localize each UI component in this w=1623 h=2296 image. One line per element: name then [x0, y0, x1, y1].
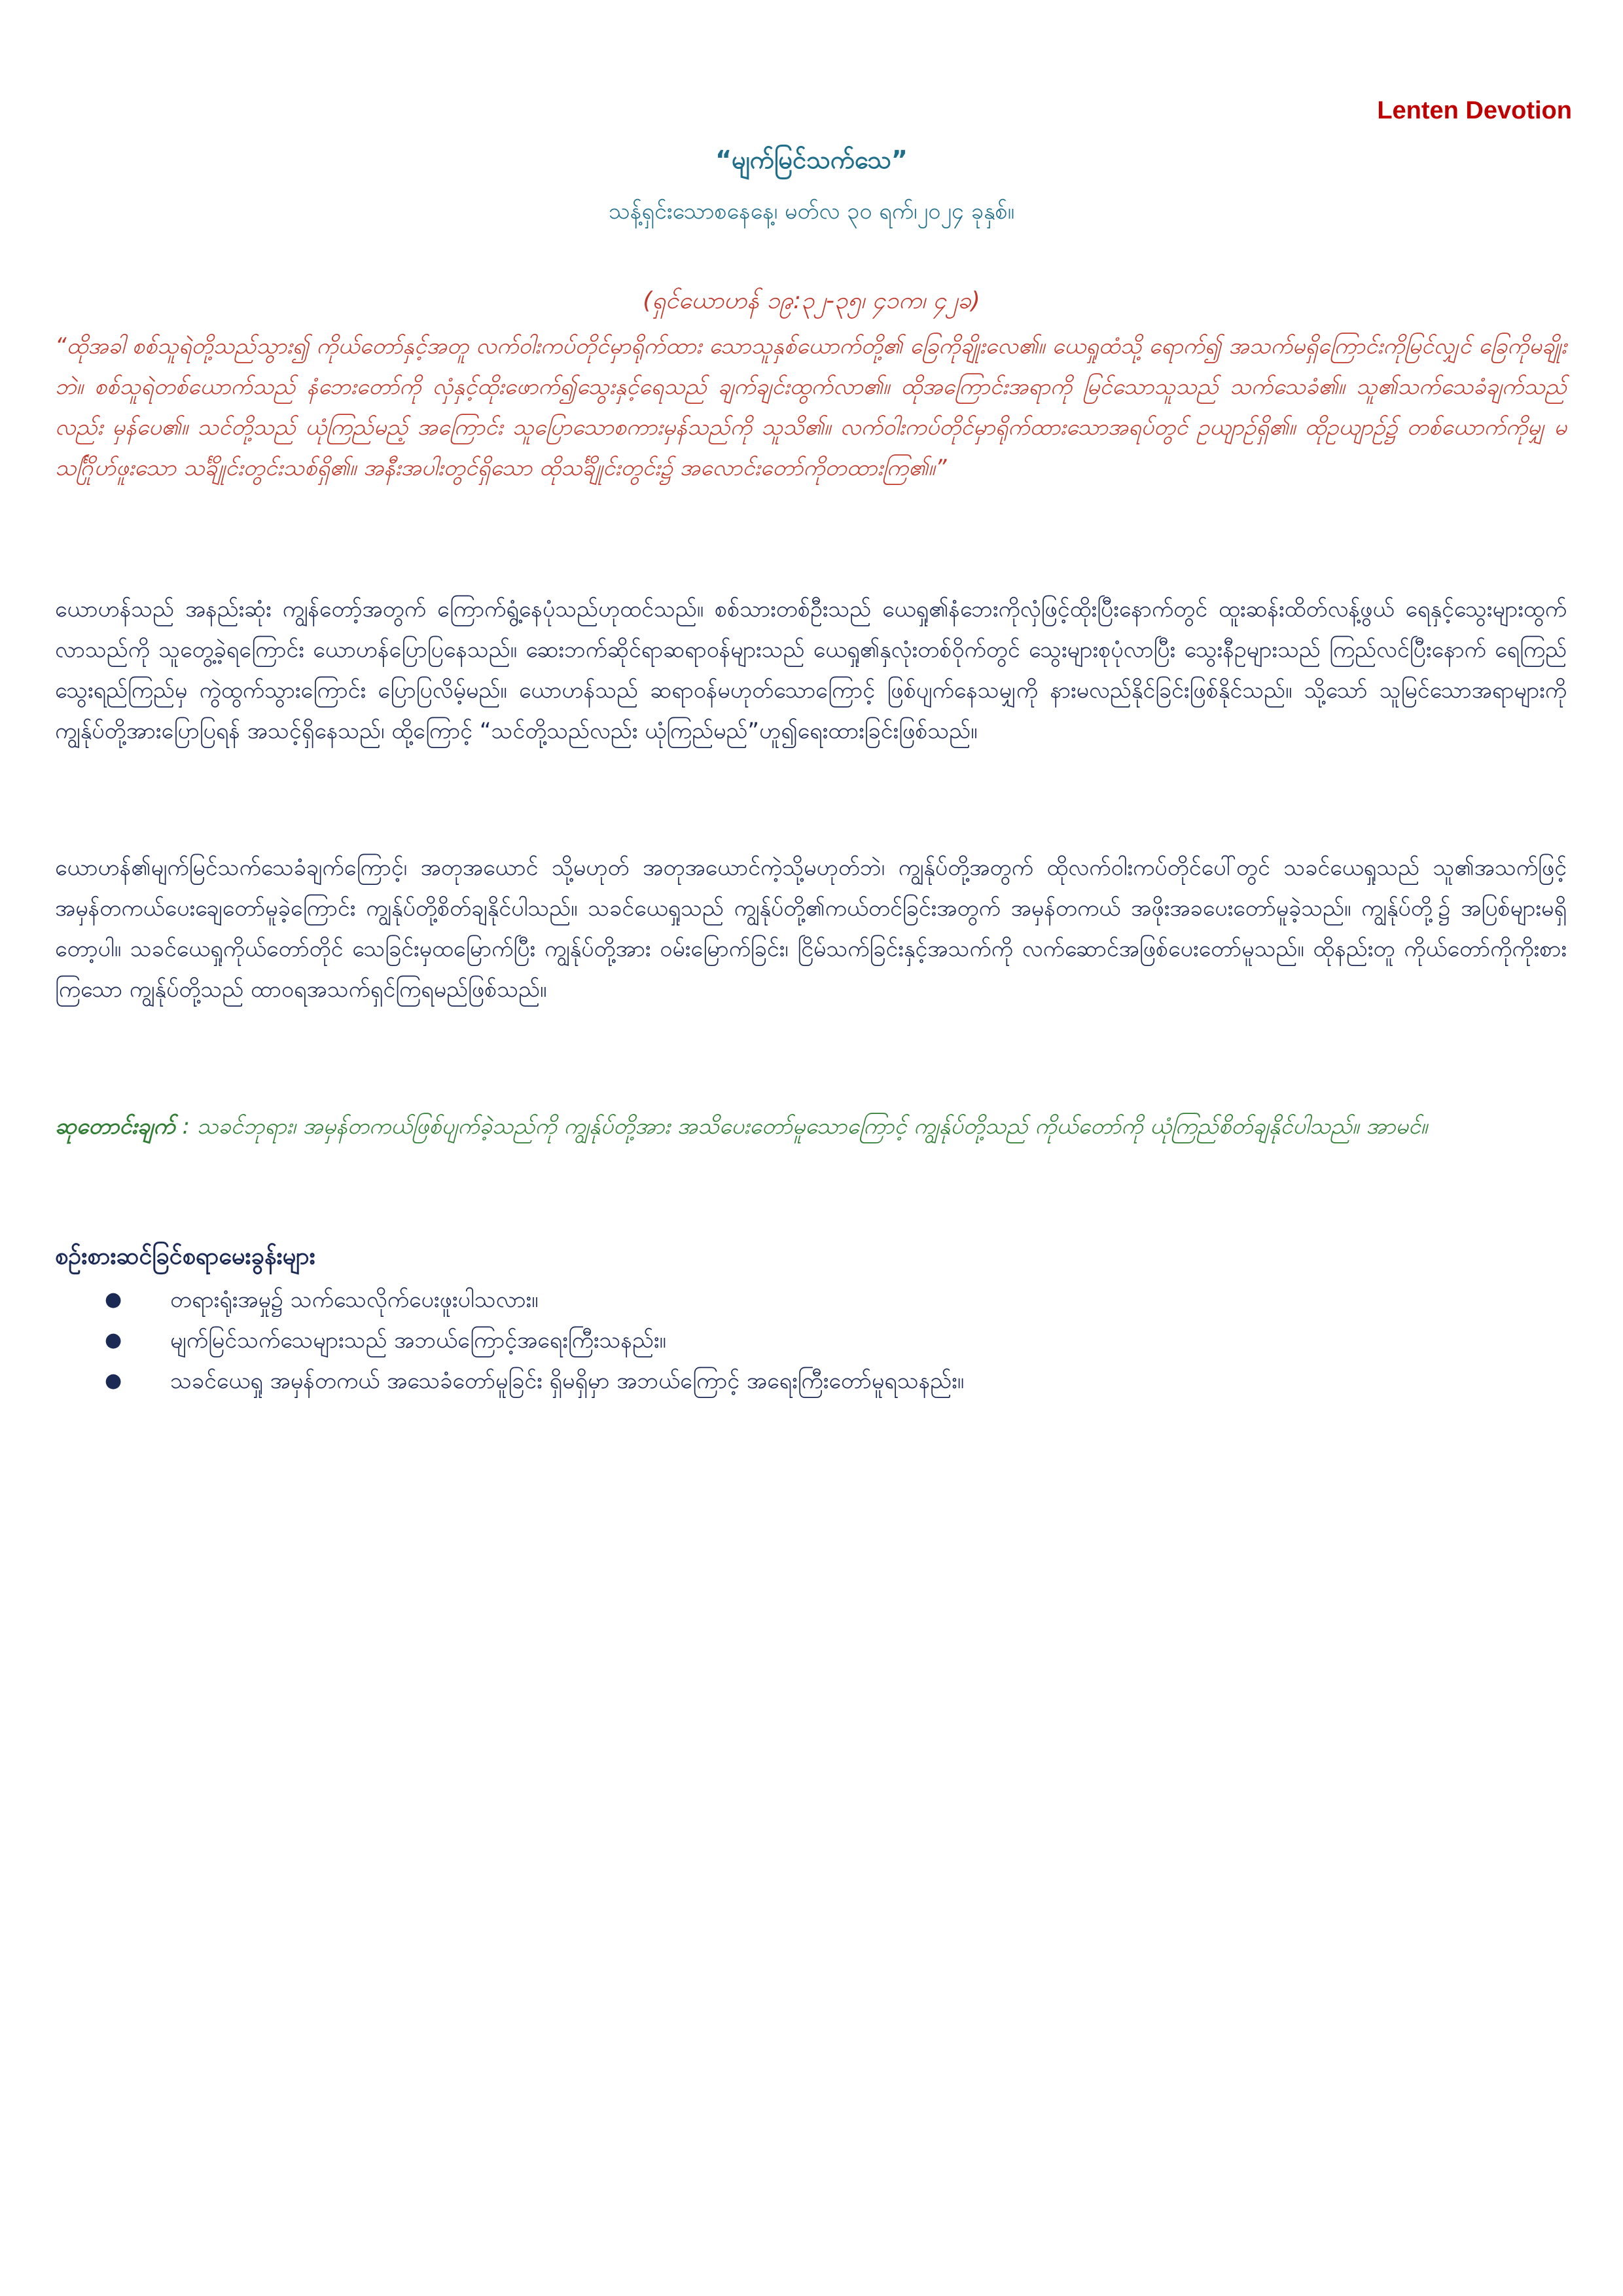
- bullet-icon: ●: [105, 1369, 122, 1392]
- question-text: မျက်မြင်သက်သေများသည် အဘယ်ကြောင့်အရေးကြီးသနည်း။: [170, 1327, 666, 1354]
- date-line: သန့်ရှင်းသောစနေနေ့၊ မတ်လ ၃၀ ရက်၊၂၀၂၄ ခုနှစ်။: [609, 198, 1014, 224]
- prayer-separator: :: [175, 1113, 197, 1139]
- list-item: [105, 1320, 1544, 1361]
- list-item: [105, 1280, 1544, 1320]
- scripture-reference: (ရှင်ယောဟန် ၁၉:၃၂-၃၅၊ ၄၁က၊ ၄၂ခ): [643, 287, 980, 314]
- questions-list: [105, 1280, 1544, 1401]
- question-text: သခင်ယေရှု အမှန်တကယ် အသေခံတော်မူခြင်း ရှိမရှိမှာ အဘယ်ကြောင့် အရေးကြီးတော်မူရသနည်း။: [170, 1368, 965, 1394]
- scripture-text: “ထိုအခါ စစ်သူရဲတို့သည်သွား၍ ကိုယ်တော်နှင့်အတူ လက်ဝါးကပ်တိုင်မှာရိုက်ထား သောသူနှစ်ယောက်တို့၏ ခြေကိုချိုးလေ၏။ ယေရှုထံသို့ ရောက်၍ အသက်မရှိကြောင်းကိုမြင်လျှင် ခြေကိုမချိုးဘဲ။ စစ်သူရဲတစ်ယောက်သည် နံဘေးတော်ကို လှံနှင့်ထိုးဖောက်၍သွေးနှင့်ရေသည် ချက်ချင်းထွက်လာ၏။ ထိုအကြောင်းအရာကို မြင်သောသူသည် သက်သေခံ၏။ သူ၏သက်သေခံချက်သည်လည်း မှန်ပေ၏။ သင်တို့သည် ယုံကြည်မည့် အကြောင်း သူပြောသောစကားမှန်သည်ကို သူသိ၏။ လက်ဝါးကပ်တိုင်မှာရိုက်ထားသောအရပ်တွင် ဥယျာဉ်ရှိ၏။ ထိုဥယျာဉ်၌ တစ်ယောက်ကိုမျှ မသင်္ဂြိုဟ်ဖူးသော သင်္ချိုင်းတွင်းသစ်ရှိ၏။ အနီးအပါးတွင်ရှိသော ထိုသင်္ချိုင်းတွင်း၌ အလောင်းတော်ကိုတထားကြ၏။”: [55, 333, 1567, 481]
- list-item: [105, 1361, 1544, 1401]
- prayer-label: ဆုတောင်းချက်: [55, 1113, 175, 1139]
- prayer-text: သခင်ဘုရား၊ အမှန်တကယ်ဖြစ်ပျက်ခဲ့သည်ကို ကျွန်ုပ်တို့အား အသိပေးတော်မူသောကြောင့် ကျွန်ုပ်တို့သည် ကိုယ်တော်ကို ယုံကြည်စိတ်ချနိုင်ပါသည်။ အာမင်။: [196, 1113, 1428, 1139]
- page-title: “မျက်မြင်သက်သေ”: [715, 145, 908, 174]
- questions-title: စဉ်းစားဆင်ခြင်စရာမေးခွန်းများ: [55, 1243, 315, 1270]
- bullet-icon: ●: [105, 1329, 122, 1352]
- bullet-icon: ●: [105, 1288, 122, 1311]
- prayer-block: [55, 1106, 1567, 1147]
- body-paragraph-2: ယောဟန်၏မျက်မြင်သက်သေခံချက်ကြောင့်၊ အတုအယောင် သို့မဟုတ် အတုအယောင်ကဲ့သို့မဟုတ်ဘဲ၊ ကျွန်ုပ်တို့အတွက် ထိုလက်ဝါးကပ်တိုင်ပေါ်တွင် သခင်ယေရှုသည် သူ၏အသက်ဖြင့် အမှန်တကယ်ပေးချေတော်မူခဲ့ကြောင်း ကျွန်ုပ်တို့စိတ်ချနိုင်ပါသည်။ သခင်ယေရှုသည် ကျွန်ုပ်တို့၏ကယ်တင်ခြင်းအတွက် အမှန်တကယ် အဖိုးအခပေးတော်မူခဲ့သည်။ ကျွန်ုပ်တို့၌ အပြစ်များမရှိတော့ပါ။ သခင်ယေရှုကိုယ်တော်တိုင် သေခြင်းမှထမြောက်ပြီး ကျွန်ုပ်တို့အား ဝမ်းမြောက်ခြင်း၊ ငြိမ်သက်ခြင်းနှင့်အသက်ကို လက်ဆောင်အဖြစ်ပေးတော်မူသည်။ ထိုနည်းတူ ကိုယ်တော်ကိုကိုးစားကြသော ကျွန်ုပ်တို့သည် ထာဝရအသက်ရှင်ကြရမည်ဖြစ်သည်။: [55, 855, 1567, 1003]
- body-paragraph-1: ယောဟန်သည် အနည်းဆုံး ကျွန်တော့်အတွက် ကြောက်ရွံ့နေပုံသည်ဟုထင်သည်။ စစ်သားတစ်ဦးသည် ယေရှု၏နံဘေးကိုလှံဖြင့်ထိုးပြီးနောက်တွင် ထူးဆန်းထိတ်လန့်ဖွယ် ရေနှင့်သွေးများထွက်လာသည်ကို သူတွေ့ခဲ့ရကြောင်း ယောဟန်ပြောပြနေသည်။ ဆေးဘက်ဆိုင်ရာဆရာဝန်များသည် ယေရှု၏နှလုံးတစ်ဝိုက်တွင် သွေးများစုပုံလာပြီး သွေးနီဥများသည် ကြည်လင်ပြီးနောက် ရေကြည်သွေးရည်ကြည်မှ ကွဲထွက်သွားကြောင်း ပြောပြလိမ့်မည်။ ယောဟန်သည် ဆရာဝန်မဟုတ်သောကြောင့် ဖြစ်ပျက်နေသမျှကို နားမလည်နိုင်ခြင်းဖြစ်နိုင်သည်။ သို့သော် သူမြင်သောအရာများကို ကျွန်ုပ်တို့အားပြောပြရန် အသင့်ရှိနေသည်၊ ထို့ကြောင့် “သင်တို့သည်လည်း ယုံကြည်မည်”ဟူ၍ရေးထားခြင်းဖြစ်သည်။: [55, 596, 1567, 744]
- lenten-devotion-tag: Lenten Devotion: [1377, 97, 1572, 124]
- question-text: တရားရုံးအမှု၌ သက်သေလိုက်ပေးဖူးပါသလား။: [170, 1287, 539, 1313]
